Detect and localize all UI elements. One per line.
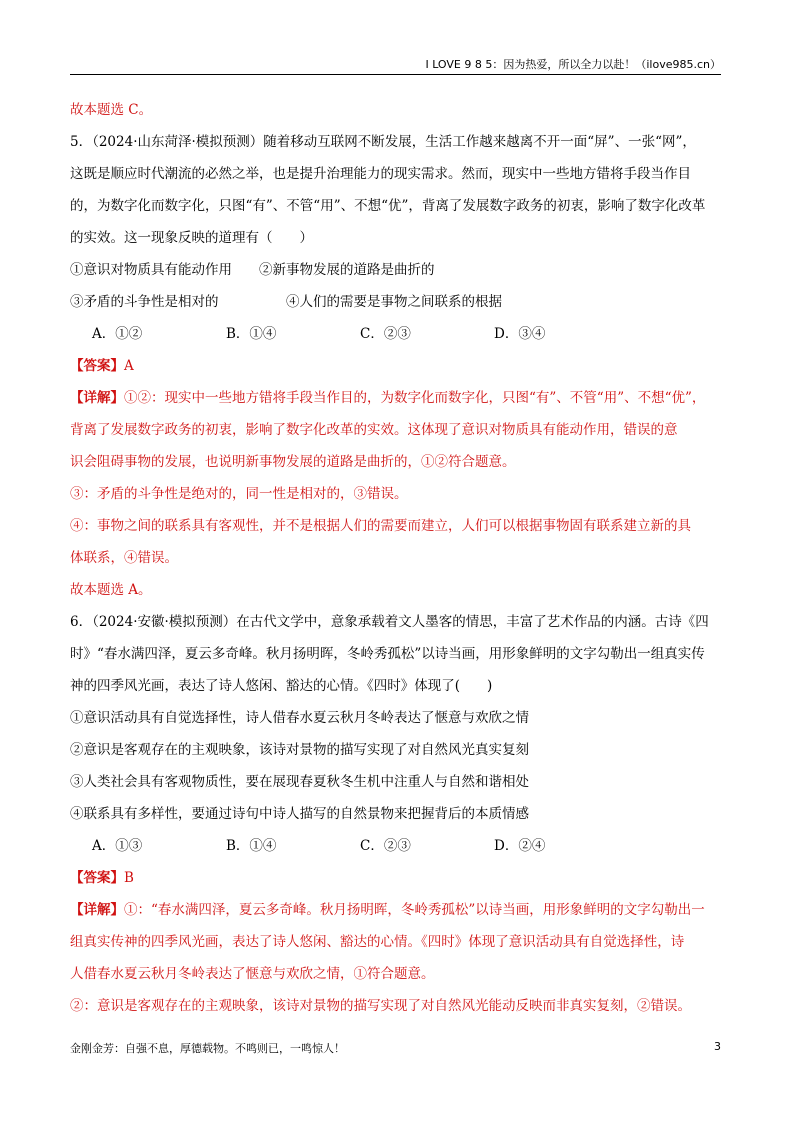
question-5-statement: ③矛盾的斗争性是相对的 ④人们的需要是事物之间联系的根据 bbox=[70, 294, 502, 310]
answer-value: B bbox=[124, 870, 134, 886]
question-5-explanation: 背离了发展数字政务的初衷，影响了数字化改革的实效。这体现了意识对物质具有能动作用，错误的意 bbox=[70, 422, 678, 438]
explanation-tag: 【详解】 bbox=[70, 902, 124, 918]
answer-tag: 【答案】 bbox=[70, 870, 124, 886]
option-b: B．①④ bbox=[226, 838, 277, 854]
question-6-options bbox=[70, 830, 721, 862]
question-5-stem: 的，为数字化而数字化，只图“有”、不管“用”、不想“优”，背离了发展数字政务的初衷，影响了数字化改革 bbox=[70, 198, 706, 214]
option-c: C．②③ bbox=[360, 838, 411, 854]
page-number: 3 bbox=[714, 1040, 721, 1053]
conclusion-line: 故本题选 C。 bbox=[70, 102, 153, 118]
question-6-explanation: 人借春水夏云秋月冬岭表达了惬意与欢欣之情，①符合题意。 bbox=[70, 966, 435, 982]
answer-value: A bbox=[124, 358, 134, 374]
question-5-stem: 的实效。这一现象反映的道理有（ ） bbox=[70, 230, 313, 246]
conclusion-line: 故本题选 A。 bbox=[70, 582, 152, 598]
footer-motto: 金刚金芳：自强不息，厚德载物。不鸣则已，一鸣惊人！ bbox=[70, 1042, 345, 1055]
question-5-stem: 这既是顺应时代潮流的必然之举，也是提升治理能力的现实需求。然而，现实中一些地方错将手段当作目 bbox=[70, 166, 691, 182]
option-d: D．③④ bbox=[494, 326, 546, 342]
explanation-tag: 【详解】 bbox=[70, 390, 124, 406]
option-d: D．②④ bbox=[494, 838, 546, 854]
answer-tag: 【答案】 bbox=[70, 358, 124, 374]
explanation-text: ①：“春水满四泽，夏云多奇峰。秋月扬明晖，冬岭秀孤松”以诗当画，用形象鲜明的文字勾勒出一 bbox=[124, 902, 705, 918]
page-footer bbox=[70, 1040, 721, 1058]
question-6-statement: ④联系具有多样性，要通过诗句中诗人描写的自然景物来把握背后的本质情感 bbox=[70, 806, 529, 822]
question-5-explanation: ③：矛盾的斗争性是绝对的，同一性是相对的，③错误。 bbox=[70, 486, 408, 502]
option-c: C．②③ bbox=[360, 326, 411, 342]
question-6-statement: ②意识是客观存在的主观映象，该诗对景物的描写实现了对自然风光真实复刻 bbox=[70, 742, 529, 758]
question-6-stem: 6．（2024·安徽·模拟预测）在古代文学中，意象承载着文人墨客的情思，丰富了艺术作品的内涵。古诗《四 bbox=[70, 614, 709, 630]
question-5-options bbox=[70, 318, 721, 350]
question-5-stem: 5．（2024·山东菏泽·模拟预测）随着移动互联网不断发展，生活工作越来越离不开一面“屏”、一张“网”， bbox=[70, 134, 696, 150]
page-content bbox=[70, 94, 721, 1022]
question-5-explanation: 识会阻碍事物的发展，也说明新事物发展的道路是曲折的，①②符合题意。 bbox=[70, 454, 516, 470]
header-divider bbox=[70, 74, 721, 75]
question-5-explanation: ④：事物之间的联系具有客观性，并不是根据人们的需要而建立，人们可以根据事物固有联系建立新的具 bbox=[70, 518, 691, 534]
option-a: A．①② bbox=[92, 326, 143, 342]
question-5-explanation bbox=[70, 382, 721, 414]
question-6-explanation: ②：意识是客观存在的主观映象，该诗对景物的描写实现了对自然风光能动反映而非真实复刻，②错误。 bbox=[70, 998, 691, 1014]
question-5-explanation: 体联系，④错误。 bbox=[70, 550, 178, 566]
explanation-text: ①②：现实中一些地方错将手段当作目的，为数字化而数字化，只图“有”、不管“用”、不想“优”， bbox=[124, 390, 706, 406]
question-5-answer bbox=[70, 350, 721, 382]
question-6-stem: 神的四季风光画，表达了诗人悠闲、豁达的心情。《四时》体现了( ) bbox=[70, 678, 493, 694]
page-header: I LOVE 9 8 5：因为热爱，所以全力以赴！（ilove985.cn） bbox=[425, 58, 721, 71]
question-6-statement: ③人类社会具有客观物质性，要在展现春夏秋冬生机中注重人与自然和谐相处 bbox=[70, 774, 529, 790]
option-b: B．①④ bbox=[226, 326, 277, 342]
option-a: A．①③ bbox=[92, 838, 143, 854]
question-6-answer bbox=[70, 862, 721, 894]
question-6-explanation bbox=[70, 894, 721, 926]
question-6-stem: 时》“春水满四泽，夏云多奇峰。秋月扬明晖，冬岭秀孤松”以诗当画，用形象鲜明的文字勾勒出一组真实传 bbox=[70, 646, 705, 662]
question-6-statement: ①意识活动具有自觉选择性，诗人借春水夏云秋月冬岭表达了惬意与欢欣之情 bbox=[70, 710, 529, 726]
question-5-statement: ①意识对物质具有能动作用 ②新事物发展的道路是曲折的 bbox=[70, 262, 435, 278]
question-6-explanation: 组真实传神的四季风光画，表达了诗人悠闲、豁达的心情。《四时》体现了意识活动具有自觉选择性，诗 bbox=[70, 934, 685, 950]
